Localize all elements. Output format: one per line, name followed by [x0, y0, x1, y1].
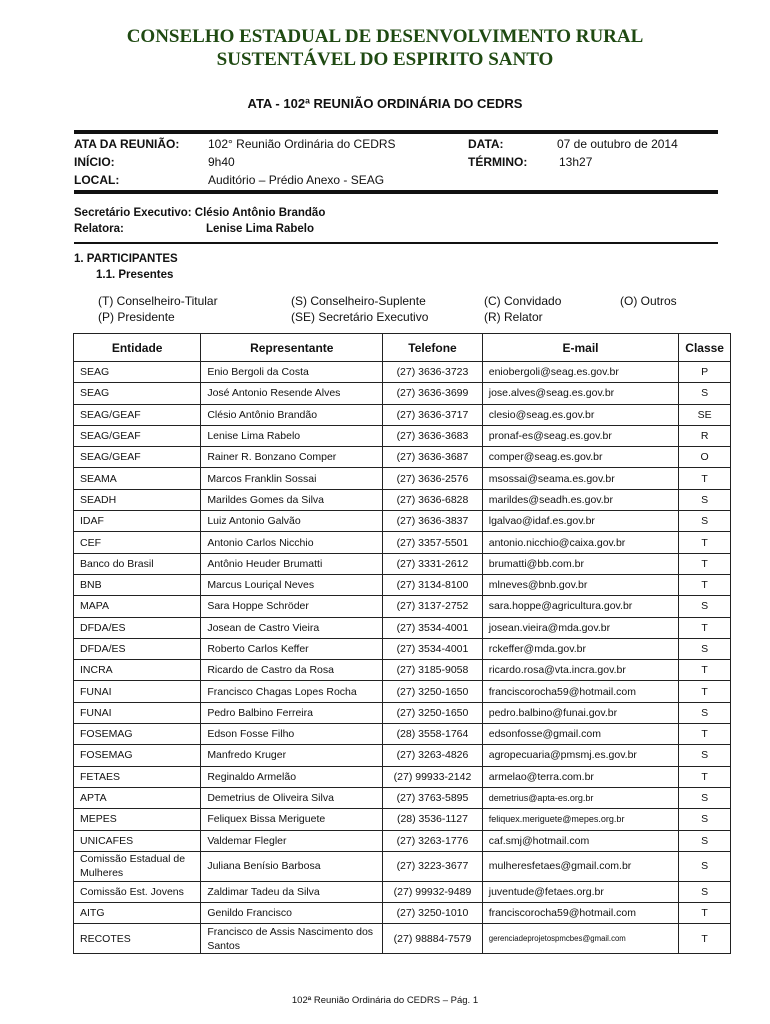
cell-telefone: (27) 3636-3699 [383, 383, 483, 404]
table-row [74, 702, 731, 723]
cell-telefone: (27) 99932-9489 [383, 881, 483, 902]
cell-classe: T [679, 553, 731, 574]
cell-representante: Manfredo Kruger [201, 745, 383, 766]
cell-representante: Reginaldo Armelão [201, 766, 383, 787]
cell-entidade: FUNAI [74, 702, 201, 723]
cell-telefone: (27) 3636-6828 [383, 489, 483, 510]
cell-representante: Pedro Balbino Ferreira [201, 702, 383, 723]
cell-entidade: SEAG [74, 362, 201, 383]
cell-entidade: RECOTES [74, 924, 201, 954]
legend-titular: (T) Conselheiro-Titular [98, 294, 218, 308]
table-row [74, 766, 731, 787]
cell-email: marildes@seadh.es.gov.br [482, 489, 679, 510]
cell-representante: Marcus Louriçal Neves [201, 574, 383, 595]
cell-classe: T [679, 903, 731, 924]
cell-classe: S [679, 787, 731, 808]
cell-classe: S [679, 596, 731, 617]
table-row [74, 404, 731, 425]
table-row [74, 903, 731, 924]
cell-representante: Rainer R. Bonzano Comper [201, 447, 383, 468]
header-email: E-mail [482, 334, 679, 362]
cell-email: clesio@seag.es.gov.br [482, 404, 679, 425]
relatora-value: Lenise Lima Rabelo [206, 223, 315, 235]
cell-telefone: (28) 3536-1127 [383, 809, 483, 830]
cell-email: juventude@fetaes.org.br [482, 881, 679, 902]
cell-representante: Juliana Benísio Barbosa [201, 851, 383, 881]
document-subtitle: ATA - 102ª REUNIÃO ORDINÁRIA DO CEDRS [247, 96, 523, 111]
legend-secretario: (SE) Secretário Executivo [291, 310, 429, 324]
meta-rule [74, 190, 718, 194]
cell-telefone: (27) 3636-3683 [383, 425, 483, 446]
local-label: LOCAL: [74, 173, 120, 187]
cell-entidade: SEAG [74, 383, 201, 404]
cell-representante: Marcos Franklin Sossai [201, 468, 383, 489]
table-header-row [74, 334, 731, 362]
cell-email: franciscorocha59@hotmail.com [482, 681, 679, 702]
cell-telefone: (27) 3250-1010 [383, 903, 483, 924]
participants-table [73, 333, 731, 954]
cell-classe: T [679, 617, 731, 638]
cell-telefone: (27) 3636-3723 [383, 362, 483, 383]
cell-email: lgalvao@idaf.es.gov.br [482, 511, 679, 532]
ata-label: ATA DA REUNIÃO: [74, 137, 180, 151]
cell-telefone: (27) 3534-4001 [383, 617, 483, 638]
cell-entidade: SEAMA [74, 468, 201, 489]
cell-telefone: (27) 3250-1650 [383, 681, 483, 702]
cell-email: pronaf-es@seag.es.gov.br [482, 425, 679, 446]
cell-classe: T [679, 532, 731, 553]
cell-representante: Clésio Antônio Brandão [201, 404, 383, 425]
cell-classe: T [679, 681, 731, 702]
cell-classe: T [679, 574, 731, 595]
cell-email: brumatti@bb.com.br [482, 553, 679, 574]
table-row [74, 638, 731, 659]
table-row [74, 617, 731, 638]
cell-representante: Sara Hoppe Schröder [201, 596, 383, 617]
table-row [74, 383, 731, 404]
inicio-label: INÍCIO: [74, 155, 115, 169]
cell-telefone: (28) 3558-1764 [383, 724, 483, 745]
cell-representante: Valdemar Flegler [201, 830, 383, 851]
cell-telefone: (27) 3763-5895 [383, 787, 483, 808]
cell-classe: S [679, 702, 731, 723]
cell-entidade: BNB [74, 574, 201, 595]
cell-representante: Edson Fosse Filho [201, 724, 383, 745]
cell-email: comper@seag.es.gov.br [482, 447, 679, 468]
cell-telefone: (27) 3137-2752 [383, 596, 483, 617]
cell-representante: Antonio Carlos Nicchio [201, 532, 383, 553]
cell-representante: Genildo Francisco [201, 903, 383, 924]
table-row [74, 532, 731, 553]
inicio-value: 9h40 [208, 155, 235, 169]
cell-telefone: (27) 3185-9058 [383, 660, 483, 681]
cell-classe: S [679, 851, 731, 881]
cell-email: demetrius@apta-es.org.br [482, 787, 679, 808]
cell-telefone: (27) 3357-5501 [383, 532, 483, 553]
legend-col1 [98, 293, 218, 325]
meta-values-left [208, 135, 396, 189]
cell-entidade: UNICAFES [74, 830, 201, 851]
council-title-line2: SUSTENTÁVEL DO ESPIRITO SANTO [216, 49, 554, 70]
cell-entidade: APTA [74, 787, 201, 808]
cell-entidade: AITG [74, 903, 201, 924]
cell-telefone: (27) 3636-3687 [383, 447, 483, 468]
termino-label: TÉRMINO: [468, 155, 528, 169]
cell-representante: Antônio Heuder Brumatti [201, 553, 383, 574]
cell-email: rckeffer@mda.gov.br [482, 638, 679, 659]
cell-classe: S [679, 830, 731, 851]
table-row [74, 511, 731, 532]
local-value: Auditório – Prédio Anexo - SEAG [208, 173, 385, 187]
cell-representante: Roberto Carlos Keffer [201, 638, 383, 659]
table-row [74, 681, 731, 702]
legend-outros: (O) Outros [620, 294, 677, 308]
cell-representante: Demetrius de Oliveira Silva [201, 787, 383, 808]
cell-classe: O [679, 447, 731, 468]
cell-email: mlneves@bnb.gov.br [482, 574, 679, 595]
cell-classe: S [679, 809, 731, 830]
table-row [74, 362, 731, 383]
cell-telefone: (27) 3636-2576 [383, 468, 483, 489]
top-rule [74, 130, 718, 134]
cell-representante: Ricardo de Castro da Rosa [201, 660, 383, 681]
cell-telefone: (27) 3263-4826 [383, 745, 483, 766]
cell-entidade: FETAES [74, 766, 201, 787]
cell-entidade: FUNAI [74, 681, 201, 702]
cell-telefone: (27) 3331-2612 [383, 553, 483, 574]
table-row [74, 830, 731, 851]
cell-classe: S [679, 638, 731, 659]
cell-email: pedro.balbino@funai.gov.br [482, 702, 679, 723]
table-row [74, 787, 731, 808]
table-row [74, 596, 731, 617]
cell-email: ricardo.rosa@vta.incra.gov.br [482, 660, 679, 681]
table-row [74, 851, 731, 881]
table-row [74, 809, 731, 830]
cell-representante: Marildes Gomes da Silva [201, 489, 383, 510]
cell-entidade: Banco do Brasil [74, 553, 201, 574]
cell-representante: Francisco Chagas Lopes Rocha [201, 681, 383, 702]
cell-representante: Enio Bergoli da Costa [201, 362, 383, 383]
cell-classe: P [679, 362, 731, 383]
cell-email: eniobergoli@seag.es.gov.br [482, 362, 679, 383]
header-representante: Representante [201, 334, 383, 362]
cell-entidade: SEAG/GEAF [74, 425, 201, 446]
table-row [74, 745, 731, 766]
table-row [74, 660, 731, 681]
cell-telefone: (27) 99933-2142 [383, 766, 483, 787]
cell-classe: R [679, 425, 731, 446]
cell-email: feliquex.meriguete@mepes.org.br [482, 809, 679, 830]
cell-classe: S [679, 489, 731, 510]
section-subheading: 1.1. Presentes [96, 269, 174, 281]
cell-classe: T [679, 724, 731, 745]
cell-classe: T [679, 766, 731, 787]
table-row [74, 447, 731, 468]
council-title-line1: CONSELHO ESTADUAL DE DESENVOLVIMENTO RURAL [126, 26, 644, 47]
cell-representante: Zaldimar Tadeu da Silva [201, 881, 383, 902]
cell-email: jose.alves@seag.es.gov.br [482, 383, 679, 404]
cell-representante: Feliquex Bissa Meriguete [201, 809, 383, 830]
table-row [74, 724, 731, 745]
meta-labels-left [74, 135, 179, 189]
cell-entidade: MAPA [74, 596, 201, 617]
cell-telefone: (27) 3263-1776 [383, 830, 483, 851]
termino-value: 13h27 [559, 155, 593, 169]
cell-classe: T [679, 468, 731, 489]
cell-representante: Lenise Lima Rabelo [201, 425, 383, 446]
header-classe: Classe [679, 334, 731, 362]
table-row [74, 574, 731, 595]
cell-telefone: (27) 3534-4001 [383, 638, 483, 659]
header-telefone: Telefone [383, 334, 483, 362]
cell-representante: José Antonio Resende Alves [201, 383, 383, 404]
table-row [74, 425, 731, 446]
legend-col2 [291, 293, 428, 325]
legend-suplente: (S) Conselheiro-Suplente [291, 294, 426, 308]
cell-telefone: (27) 3636-3717 [383, 404, 483, 425]
cell-entidade: FOSEMAG [74, 724, 201, 745]
ata-value: 102° Reunião Ordinária do CEDRS [208, 137, 396, 151]
relatora-label: Relatora: [74, 223, 124, 235]
cell-email: antonio.nicchio@caixa.gov.br [482, 532, 679, 553]
cell-classe: T [679, 660, 731, 681]
table-row [74, 553, 731, 574]
cell-email: sara.hoppe@agricultura.gov.br [482, 596, 679, 617]
cell-representante: Luiz Antonio Galvão [201, 511, 383, 532]
cell-representante: Francisco de Assis Nascimento dos Santos [201, 924, 383, 954]
cell-classe: S [679, 881, 731, 902]
cell-email: mulheresfetaes@gmail.com.br [482, 851, 679, 881]
cell-email: gerenciadeprojetospmcbes@gmail.com [482, 924, 679, 954]
cell-entidade: SEADH [74, 489, 201, 510]
cell-telefone: (27) 3134-8100 [383, 574, 483, 595]
data-value: 07 de outubro de 2014 [557, 137, 678, 151]
meta-values-right [557, 135, 678, 171]
data-label: DATA: [468, 137, 504, 151]
cell-entidade: Comissão Estadual de Mulheres [74, 851, 201, 881]
legend-presidente: (P) Presidente [98, 310, 175, 324]
table-row [74, 489, 731, 510]
cell-email: msossai@seama.es.gov.br [482, 468, 679, 489]
cell-email: armelao@terra.com.br [482, 766, 679, 787]
cell-email: agropecuaria@pmsmj.es.gov.br [482, 745, 679, 766]
cell-entidade: FOSEMAG [74, 745, 201, 766]
meta-labels-right [468, 135, 527, 171]
cell-telefone: (27) 98884-7579 [383, 924, 483, 954]
cell-entidade: SEAG/GEAF [74, 447, 201, 468]
cell-entidade: CEF [74, 532, 201, 553]
secretario-executivo: Secretário Executivo: Clésio Antônio Brandão [74, 207, 326, 219]
cell-classe: S [679, 511, 731, 532]
cell-entidade: Comissão Est. Jovens [74, 881, 201, 902]
cell-classe: T [679, 924, 731, 954]
page-footer: 102ª Reunião Ordinária do CEDRS – Pág. 1 [291, 995, 479, 1006]
cell-email: josean.vieira@mda.gov.br [482, 617, 679, 638]
legend-convidado: (C) Convidado [484, 294, 562, 308]
cell-entidade: SEAG/GEAF [74, 404, 201, 425]
legend-col3 [484, 293, 561, 325]
cell-email: franciscorocha59@hotmail.com [482, 903, 679, 924]
cell-entidade: DFDA/ES [74, 638, 201, 659]
cell-email: caf.smj@hotmail.com [482, 830, 679, 851]
cell-telefone: (27) 3223-3677 [383, 851, 483, 881]
table-row [74, 468, 731, 489]
cell-classe: S [679, 745, 731, 766]
header-entidade: Entidade [74, 334, 201, 362]
cell-classe: S [679, 383, 731, 404]
section-heading: 1. PARTICIPANTES [74, 253, 178, 265]
secretariat-rule [74, 242, 718, 244]
cell-telefone: (27) 3250-1650 [383, 702, 483, 723]
table-row [74, 924, 731, 954]
cell-classe: SE [679, 404, 731, 425]
cell-representante: Josean de Castro Vieira [201, 617, 383, 638]
legend-relator: (R) Relator [484, 310, 543, 324]
cell-entidade: DFDA/ES [74, 617, 201, 638]
cell-telefone: (27) 3636-3837 [383, 511, 483, 532]
cell-entidade: IDAF [74, 511, 201, 532]
cell-entidade: MEPES [74, 809, 201, 830]
cell-email: edsonfosse@gmail.com [482, 724, 679, 745]
cell-entidade: INCRA [74, 660, 201, 681]
table-row [74, 881, 731, 902]
